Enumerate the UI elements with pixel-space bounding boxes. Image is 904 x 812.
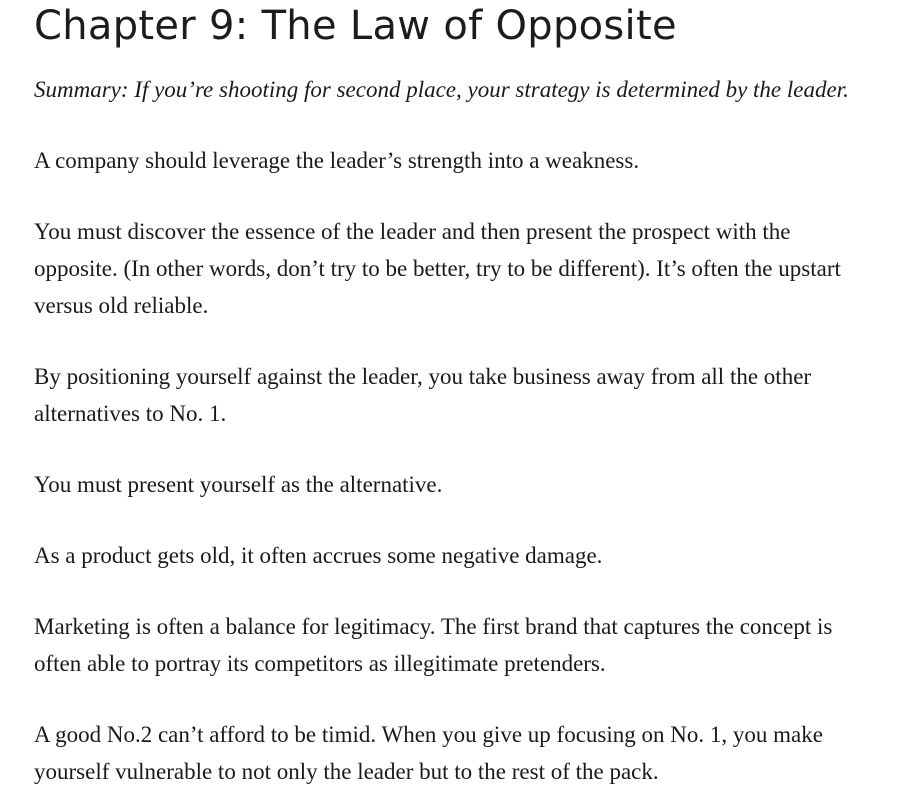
paragraph: By positioning yourself against the leader, you take business away from all the other alternatives to No. 1. [34, 364, 812, 426]
paragraph: You must discover the essence of the leader and then present the prospect with the opposite. (In other words, don’t try to be better, try to be different). It’s often the upstart versus old reliable. [34, 219, 841, 318]
paragraph: You must present yourself as the alternative. [34, 472, 443, 497]
paragraph: As a product gets old, it often accrues some negative damage. [34, 543, 603, 568]
paragraph: A good No.2 can’t afford to be timid. When you give up focusing on No. 1, you make yourself vulnerable to not only the leader but to the rest of the pack. [34, 722, 823, 784]
paragraph: Marketing is often a balance for legitimacy. The first brand that captures the concept is often able to portray its competitors as illegitimate pretenders. [34, 614, 833, 676]
chapter-summary: Summary: If you’re shooting for second place, your strategy is determined by the leader. [34, 77, 849, 102]
paragraph: A company should leverage the leader’s strength into a weakness. [34, 148, 640, 173]
chapter-title: Chapter 9: The Law of Opposite [34, 3, 677, 49]
